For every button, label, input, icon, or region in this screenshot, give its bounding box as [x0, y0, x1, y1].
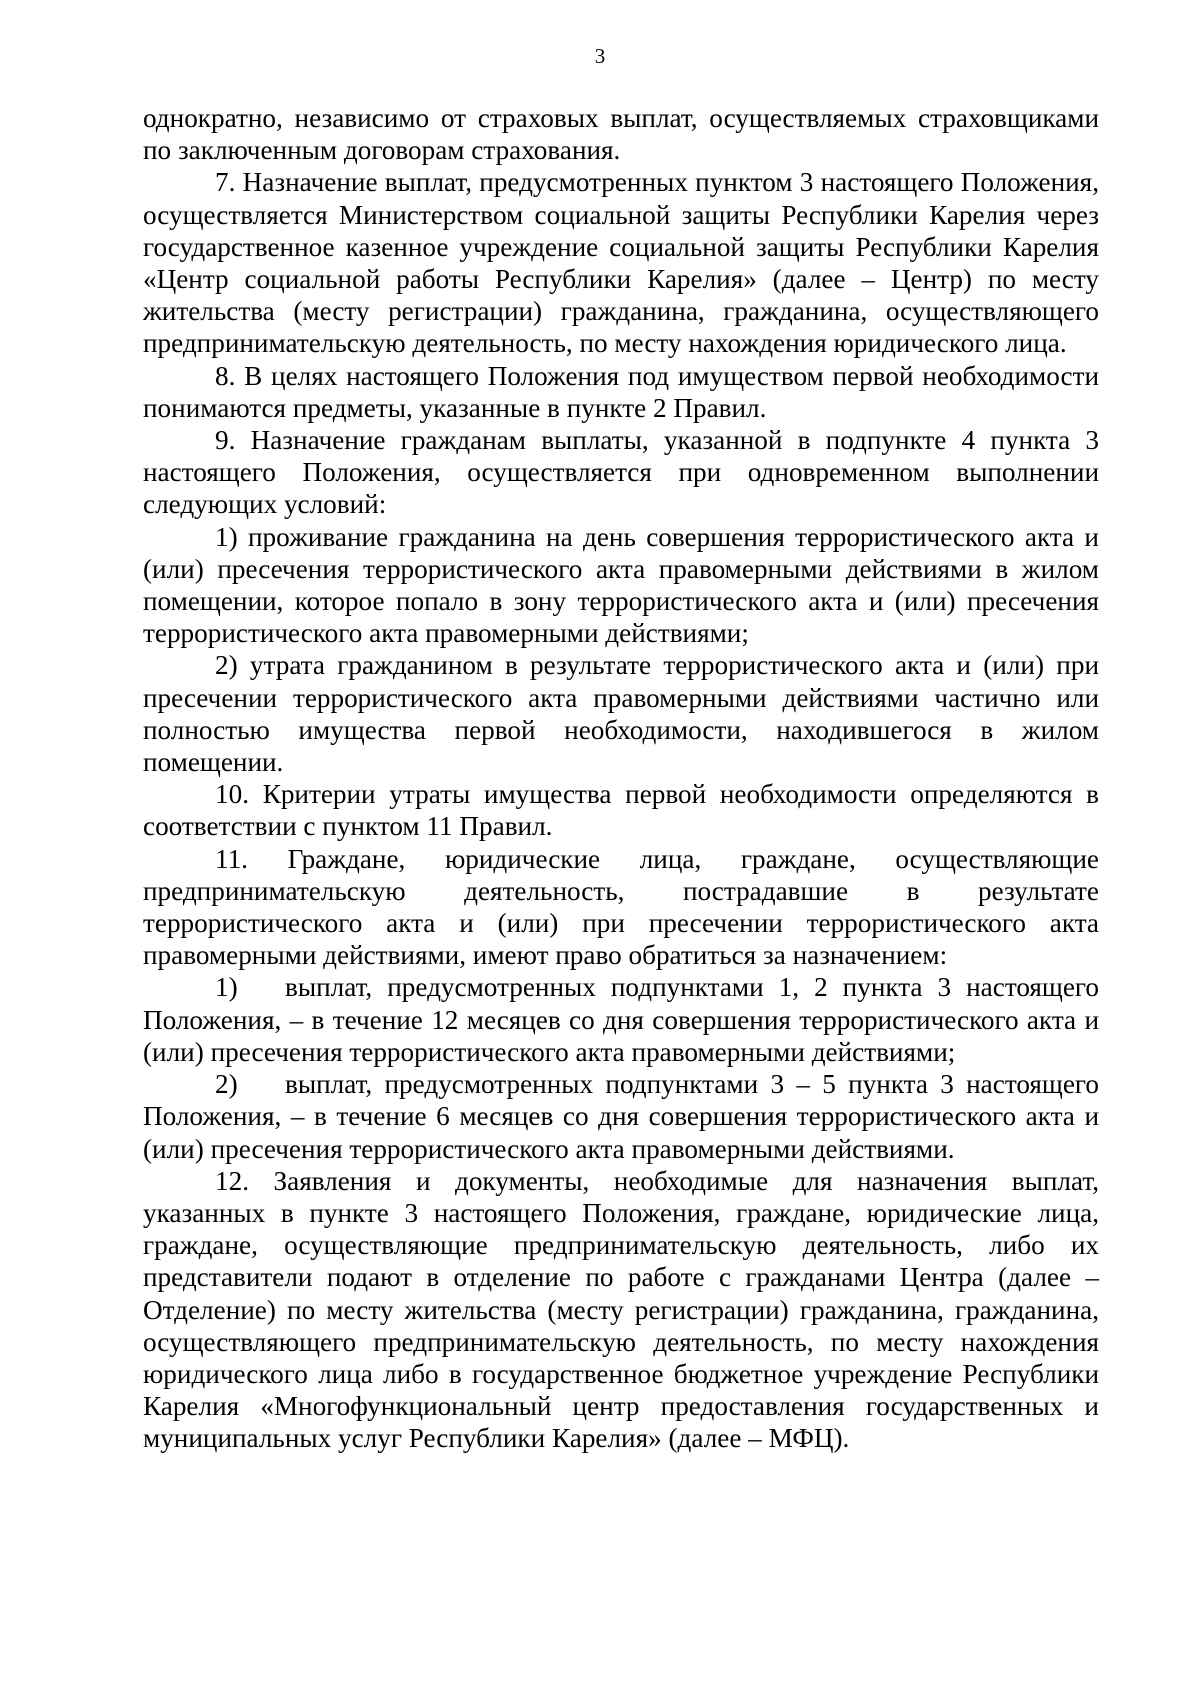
paragraph-9-item-1: 1) проживание гражданина на день совершения террористического акта и (или) пресечения террористического акта правомерными действиями в жилом помещении, которое попало в зону террористического акта и (или) пресечения террористического акта правомерными действиями; [143, 521, 1099, 649]
list-number: 1) [215, 972, 238, 1003]
paragraph-10: 10. Критерии утраты имущества первой необходимости определяются в соответствии с пунктом 11 Правил. [143, 779, 1099, 842]
paragraph-8: 8. В целях настоящего Положения под имуществом первой необходимости понимаются предметы, указанные в пункте 2 Правил. [143, 360, 1099, 423]
paragraph-11: 11. Граждане, юридические лица, граждане, осуществляющие предпринимательскую деятельность, пострадавшие в результате террористического акта и (или) при пресечении террористического акта правомерными действиями, имеют право обратиться за назначением: [143, 843, 1099, 971]
list-number: 2) [215, 1069, 238, 1100]
paragraph-11-item-2 [143, 1068, 1099, 1165]
paragraph-12: 12. Заявления и документы, необходимые для назначения выплат, указанных в пункте 3 настоящего Положения, граждане, юридические лица, граждане, осуществляющие предпринимательскую деятельность, либо их представители подают в отделение по работе с гражданами Центра (далее – Отделение) по месту жительства (месту регистрации) гражданина, гражданина, осуществляющего предпринимательскую деятельность, по месту нахождения юридического лица либо в государственное бюджетное учреждение Республики Карелия «Многофункциональный центр предоставления государственных и муниципальных услуг Республики Карелия» (далее – МФЦ). [143, 1165, 1099, 1454]
page-number: 3 [594, 44, 606, 68]
paragraph-9-item-2: 2) утрата гражданином в результате террористического акта и (или) при пресечении террористического акта правомерными действиями частично или полностью имущества первой необходимости, находившегося в жилом помещении. [143, 650, 1099, 778]
paragraph-continuation: однократно, независимо от страховых выплат, осуществляемых страховщиками по заключенным договорам страхования. [143, 103, 1099, 166]
list-item-text: выплат, предусмотренных подпунктами 3 – 5 пункта 3 настоящего Положения, – в течение 6 месяцев со дня совершения террористического акта и (или) пресечения террористического акта правомерными действиями. [143, 1069, 1099, 1164]
list-item-text: выплат, предусмотренных подпунктами 1, 2 пункта 3 настоящего Положения, – в течение 12 месяцев со дня совершения террористического акта и (или) пресечения террористического акта правомерными действиями; [143, 972, 1099, 1067]
paragraph-11-item-1 [143, 971, 1099, 1068]
paragraph-7: 7. Назначение выплат, предусмотренных пунктом 3 настоящего Положения, осуществляется Министерством социальной защиты Республики Карелия через государственное казенное учреждение социальной защиты Республики Карелия «Центр социальной работы Республики Карелия» (далее – Центр) по месту жительства (месту регистрации) гражданина, гражданина, осуществляющего предпринимательскую деятельность, по месту нахождения юридического лица. [143, 167, 1099, 359]
paragraph-9: 9. Назначение гражданам выплаты, указанной в подпункте 4 пункта 3 настоящего Положения, осуществляется при одновременном выполнении следующих условий: [143, 425, 1099, 520]
document-body [143, 102, 1099, 1455]
